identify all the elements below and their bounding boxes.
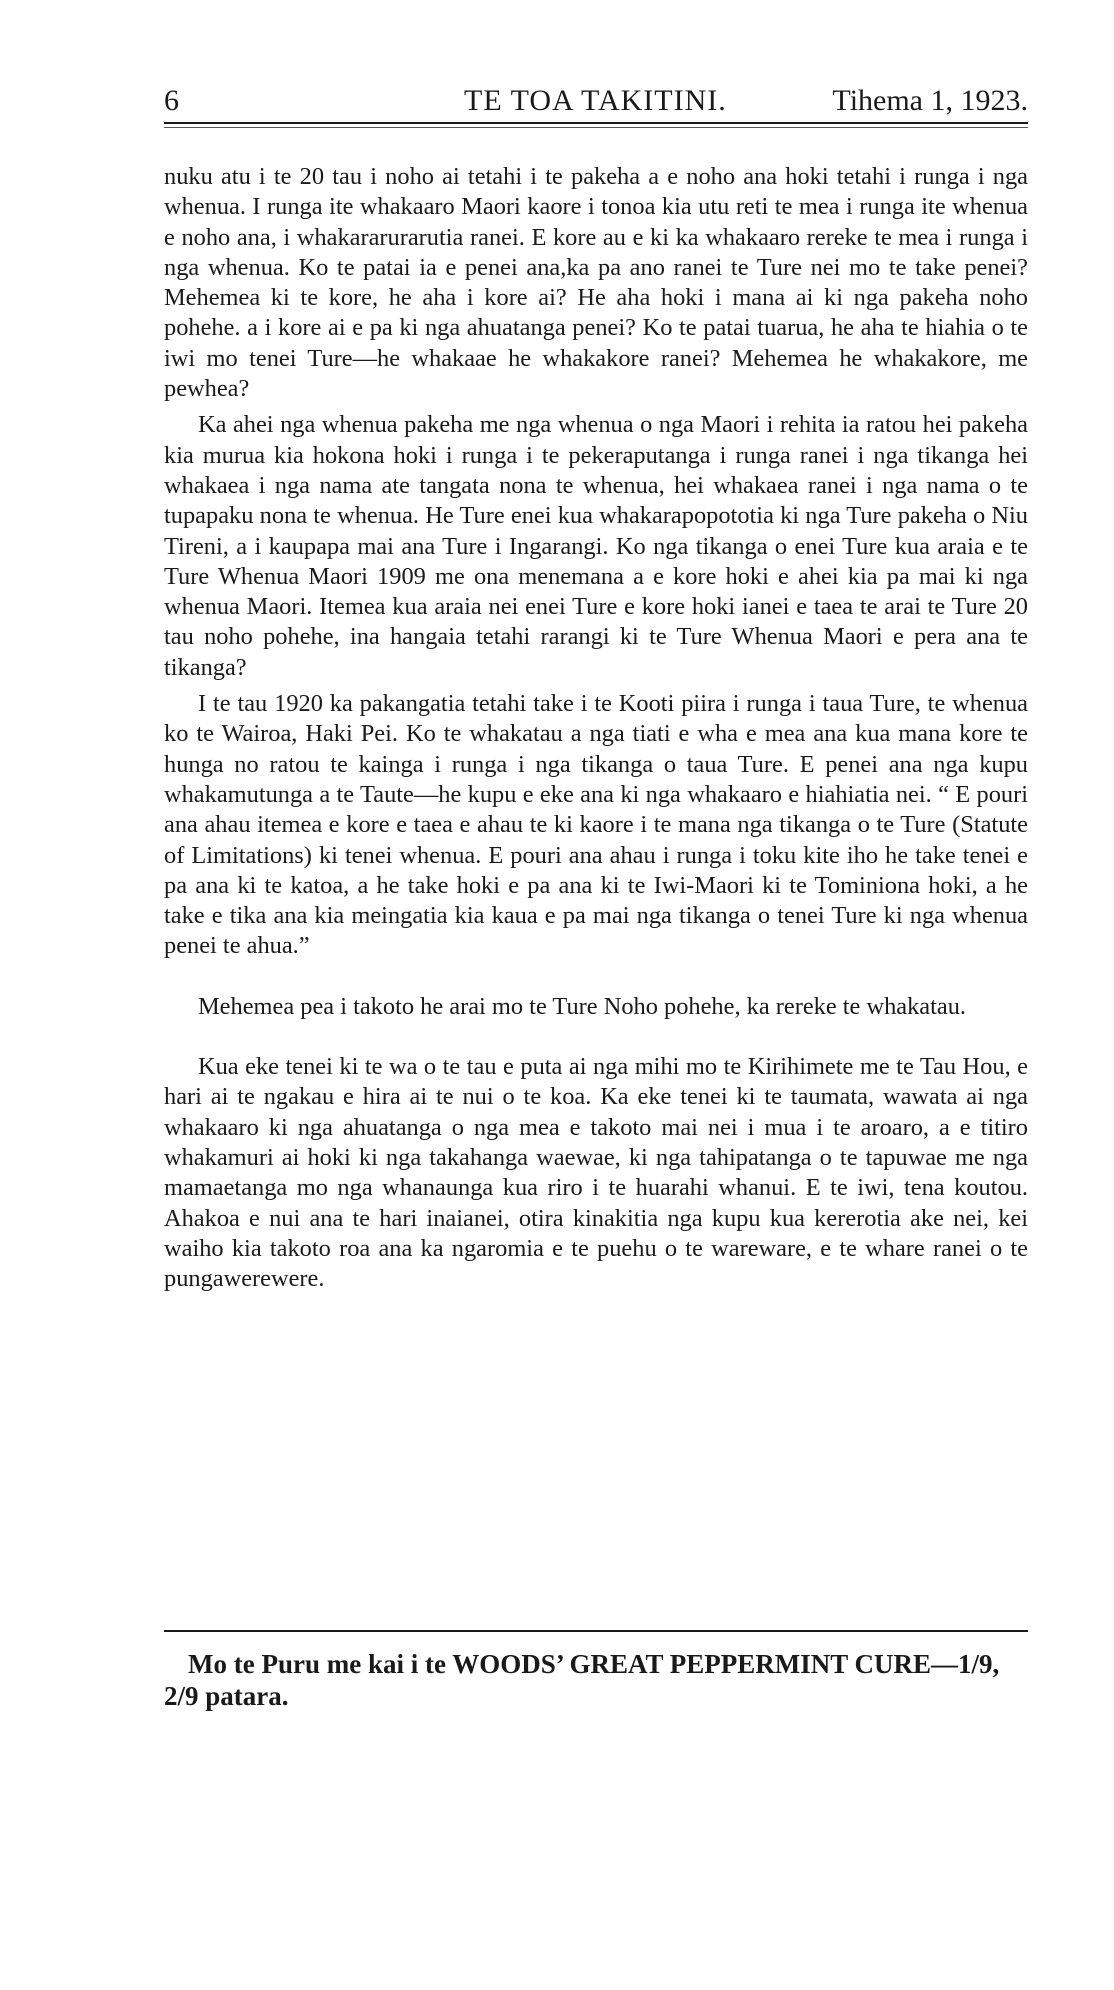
page-number: 6 (164, 84, 179, 117)
header-rule (164, 122, 1028, 124)
paragraph: I te tau 1920 ka pakangatia tetahi take i te Kooti piira i runga i taua Ture, te whenua ko te Wairoa, Haki Pei. Ko te whakatau a nga tiati e wha e mea ana kua mana kore te hunga no ratou te kainga i runga i nga tikanga o taua Ture. E penei ana nga kupu whakamutunga a te Taute—he kupu e eke ana ki nga whakaaro e hiahiatia nei. “ E pouri ana ahau itemea e kore e taea e ahau te ki kaore i te mana nga tikanga o te Ture (Statute of Limitations) ki tenei whenua. E pouri ana ahau i runga i toku kite iho he take tenei e pa ana ki te katoa, a he take hoki e pa ana ki te Iwi-Maori ki te Tominiona hoki, a he take e tika ana kia meingatia kia kaua e pa mai nga tikanga o tenei Ture ki nga whenua penei te ahua.” (164, 690, 1028, 960)
footer-rule (164, 1630, 1028, 1632)
issue-date: Tihema 1, 1923. (832, 84, 1028, 117)
advertisement: Mo te Puru me kai i te WOODS’ GREAT PEPPERMINT CURE—1/9, 2/9 patara. (164, 1649, 1000, 1711)
paragraph: nuku atu i te 20 tau i noho ai tetahi i te pakeha a e noho ana hoki tetahi i runga i nga whenua. I runga ite whakaaro Maori kaore i tonoa kia utu reti te mea i runga ite whenua e noho ana, i whakararurarutia ranei. E kore au e ki ka whakaaro rereke te mea i runga i nga whenua. Ko te patai ia e penei ana,ka pa ano ranei te Ture nei mo te take penei? Mehemea ki te kore, he aha i kore ai? He aha hoki i mana ai ki nga pakeha noho pohehe. a i kore ai e pa ki nga ahuatanga penei? Ko te patai tuarua, he aha te hiahia o te iwi mo tenei Ture—he whakaae he whakakore ranei? Mehemea he whakakore, me pewhea? (164, 163, 1028, 403)
publication-title: TE TOA TAKITINI. (464, 84, 727, 117)
page-header (164, 84, 1028, 124)
paragraph: Kua eke tenei ki te wa o te tau e puta ai nga mihi mo te Kirihimete me te Tau Hou, e hari ai te ngakau e hira ai te nui o te koa. Ka eke tenei ki te taumata, wawata ai nga whakaaro ki nga ahuatanga o nga mea e takoto mai nei i mua i te aroaro, a e titiro whakamuri ai hoki ki nga takahanga waewae, ki nga tahipatanga o te tapuwae me nga mamaetanga mo nga whanaunga kua riro i te huarahi whanui. E te iwi, tena koutou. Ahakoa e nui ana te hari inaianei, otira kinakitia nga kupu kua kererotia ake nei, kei waiho kia takoto roa ana ka ngaromia e te puehu o te wareware, e te whare ranei o te pungawerewere. (164, 1053, 1028, 1293)
paragraph: Mehemea pea i takoto he arai mo te Ture Noho pohehe, ka rereke te whakatau. (198, 992, 967, 1020)
paragraph: Ka ahei nga whenua pakeha me nga whenua o nga Maori i rehita ia ratou hei pakeha kia murua kia hokona hoki i runga i te pekeraputanga i runga ranei i nga tikanga hei whakaea i nga nama ate tangata nona te whenua, hei whakaea ranei i nga nama o te tupapaku nona te whenua. He Ture enei kua whakarapopototia ki nga Ture pakeha o Niu Tireni, a i kaupapa mai ana Ture i Ingarangi. Ko nga tikanga o enei Ture kua araia e te Ture Whenua Maori 1909 me ona menemana a e kore hoki e ahei kia pa mai ki nga whenua Maori. Itemea kua araia nei enei Ture e kore hoki ianei e taea te arai te Ture 20 tau noho pohehe, ina hangaia tetahi rarangi ki te Ture Whenua Maori e pera ana te tikanga? (164, 411, 1028, 681)
header-rule-thin (164, 127, 1028, 128)
article-body (164, 162, 1028, 1294)
